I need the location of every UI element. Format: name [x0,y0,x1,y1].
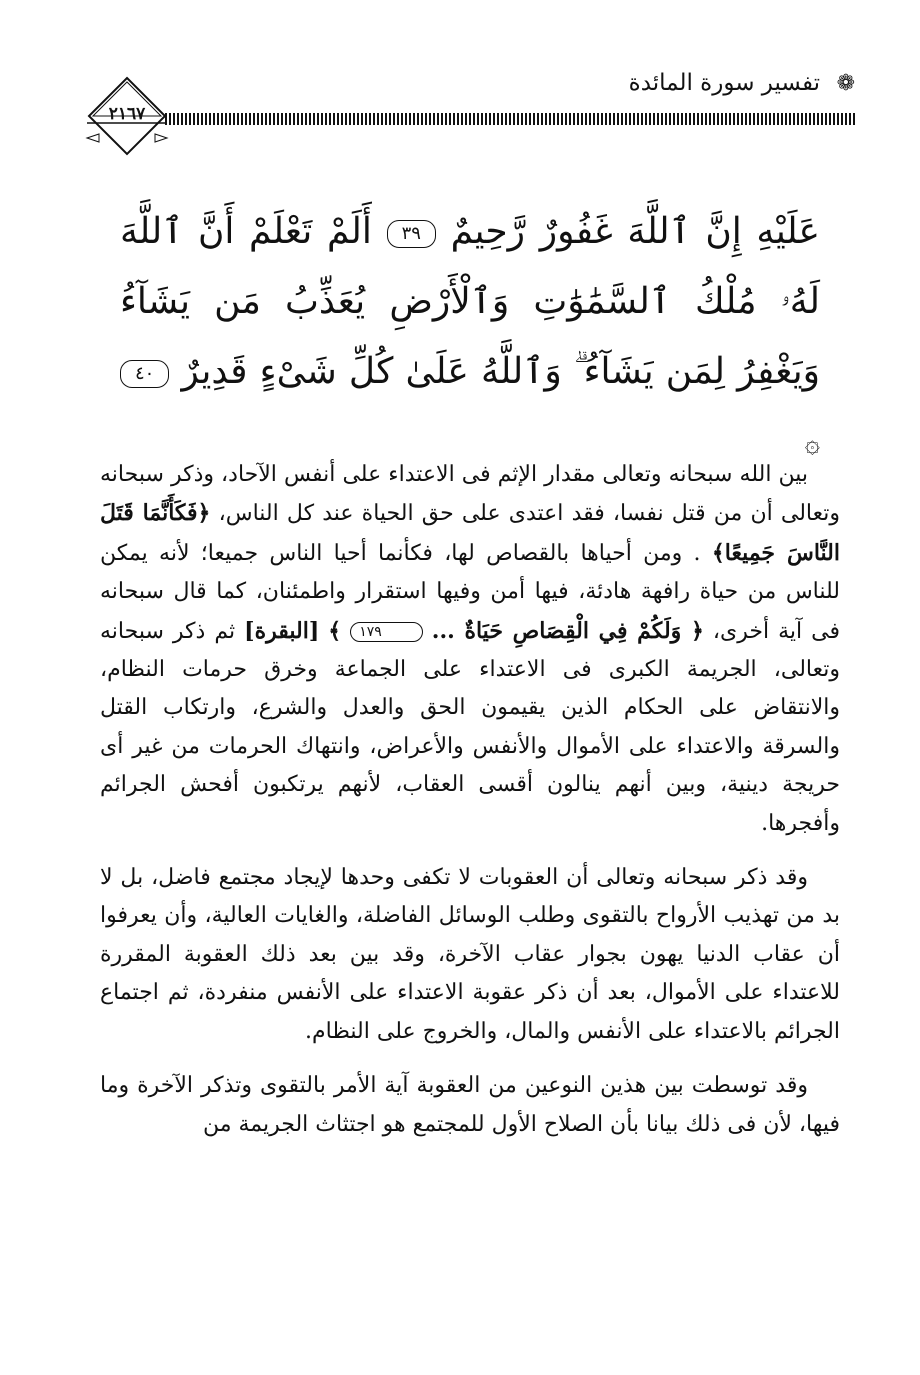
ayah-number-179: ١٧٩ [350,622,423,642]
running-title: تفسير سورة المائدة [628,70,820,96]
surah-reference: [البقرة] [244,617,320,644]
verse-end-ornament-icon: ۞ [804,429,820,459]
paragraph [100,456,840,843]
header-rule [165,113,855,125]
page-number: ٢١٦٧ [108,104,146,124]
ayah-number-40: ٤٠ [120,360,169,388]
paragraph: وقد ذكر سبحانه وتعالى أن العقوبات لا تكفى وحدها لإيجاد مجتمع فاضل، بل لا بد من تهذيب الأرواح بالتقوى وطلب الوسائل الفاضلة، والغايات العالية، وأن يعرفوا أن عقاب الدنيا يهون بجوار عقاب الآخرة، وقد بين بعد ذلك العقوبة المقررة للاعتداء على الأموال، بعد أن ذكر عقوبة الاعتداء على الأنفس منفردة، ثم اجتماع الجرائم بالاعتداء على الأنفس والمال، والخروج على النظام. [100,865,840,1044]
commentary-body [100,456,840,1160]
flower-ornament-icon: ❁ [836,71,855,96]
quran-verse-block [120,197,820,479]
ayah-number-39: ٣٩ [387,220,436,248]
paragraph-text: بين الله سبحانه وتعالى مقدار الإثم فى الاعتداء على أنفس الآحاد، وذكر سبحانه وتعالى أن من قتل نفسا، فقد اعتدى على حق الحياة عند كل الناس، [100,462,840,527]
page-number-badge [85,74,169,158]
quran-quote: ﴿ وَلَكُمْ فِي الْقِصَاصِ حَيَاةٌ ... [431,617,704,644]
page-header [85,62,855,172]
quran-quote: ﴿فَكَأَنَّمَا قَتَلَ النَّاسَ جَمِيعًا﴾ [100,500,840,566]
verse-text: عَلَيْهِ إِنَّ ٱللَّهَ غَفُورٌ رَّحِيمٌ [450,211,820,252]
quote-close: ﴾ [328,617,342,644]
paragraph: وقد توسطت بين هذين النوعين من العقوبة آية الأمر بالتقوى وتذكر الآخرة وما فيها، لأن فى ذلك بيانا بأن الصلاح الأول للمجتمع هو اجتثاث الجريمة من [100,1073,840,1137]
paragraph-text: . ومن أحياها بالقصاص لها، فكأنما أحيا الناس جميعا؛ لأنه يمكن للناس من حياة رافهة هادئة، فيها أمن وفيها استقرار واطمئنان، كما قال سبحانه فى آية أخرى، [100,540,840,644]
paragraph-text: ثم ذكر سبحانه وتعالى، الجريمة الكبرى فى الاعتداء على الجماعة وخرق حرمات النظام، والانتقاض على الحكام الذين يقيمون الحق والعدل والشرع، وارتكاب القتل والسرقة والاعتداء على الأموال والأنفس والأعراض، وانتهاك الحرمات من غير أى حريجة دينية، وبين أنهم ينالون أقسى العقاب، لأنهم يرتكبون أفحش الجرائم وأفجرها. [100,618,840,836]
verse-text: أَلَمْ تَعْلَمْ أَنَّ ٱللَّهَ لَهُۥ مُلْكُ ٱلسَّمَٰوَٰتِ وَٱلْأَرْضِ يُعَذِّبُ مَن يَشَآءُ وَيَغْفِرُ لِمَن يَشَآءُ ۗ وَٱللَّهُ عَلَىٰ كُلِّ شَىْءٍ قَدِيرٌ [120,211,820,392]
